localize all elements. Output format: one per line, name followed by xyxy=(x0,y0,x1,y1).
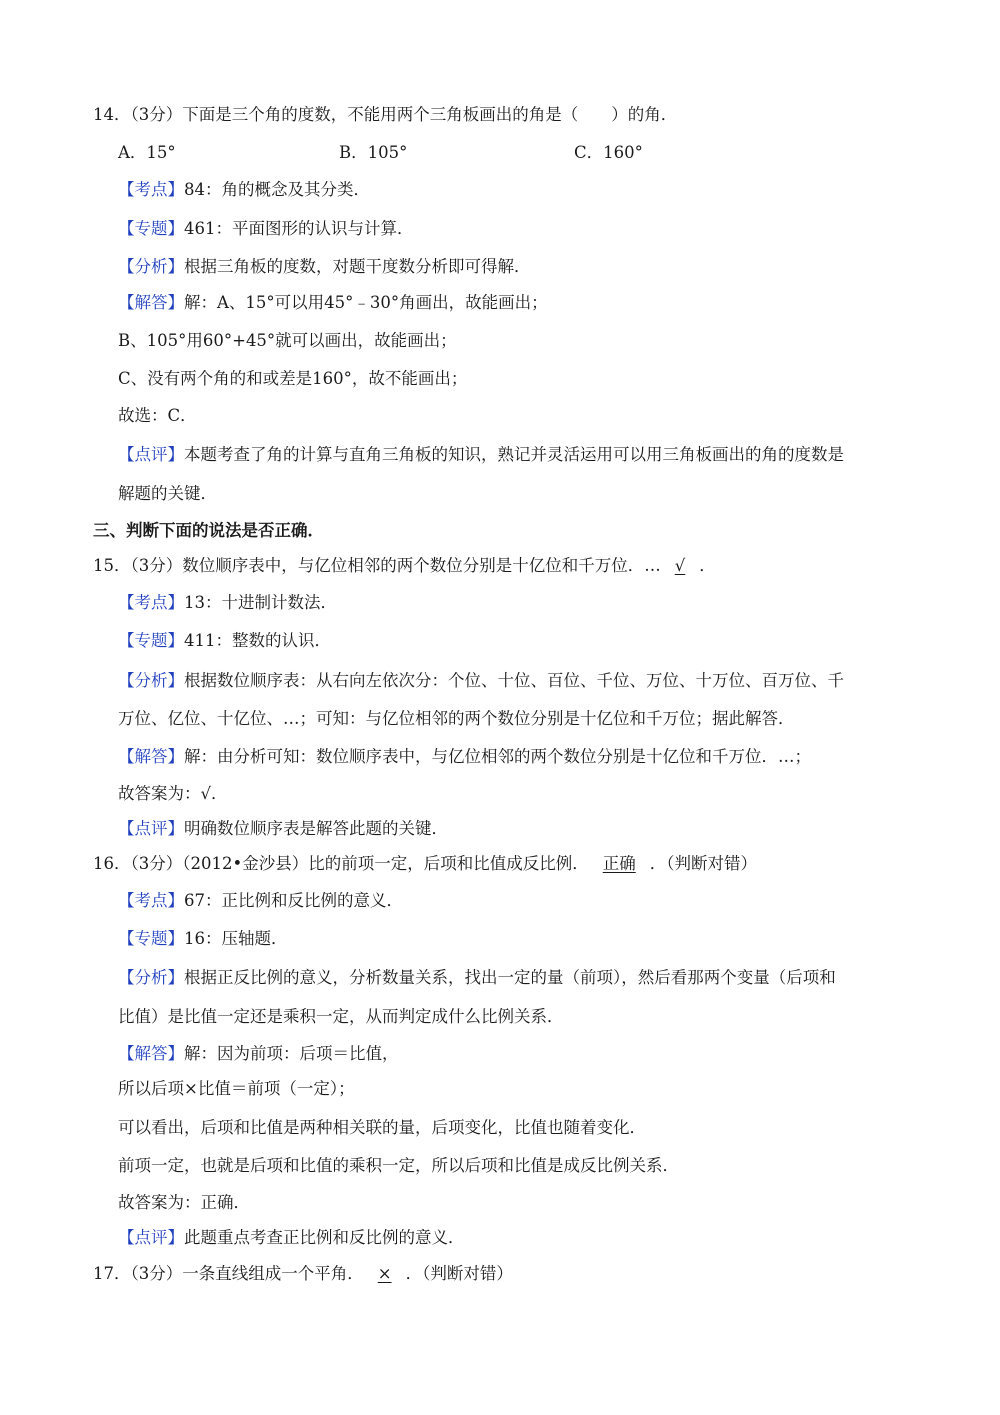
q16-zhuanti-text: 16：压轴题． xyxy=(184,929,288,948)
q14-jieda-line-4: 故选：C． xyxy=(118,406,197,425)
kaodian-label: 【考点】 xyxy=(118,180,184,199)
q16-jieda-line-2: 所以后项×比值＝前项（一定）； xyxy=(118,1079,355,1098)
kaodian-label: 【考点】 xyxy=(118,593,184,612)
q15-jieda xyxy=(118,746,811,768)
dianping-label: 【点评】 xyxy=(118,819,184,838)
q15-fenxi xyxy=(118,670,844,692)
q16-fenxi-text: 根据正反比例的意义，分析数量关系，找出一定的量（前项），然后看那两个变量（后项和 xyxy=(184,968,836,987)
q15-dianping-text: 明确数位顺序表是解答此题的关键． xyxy=(184,819,448,838)
q14-option-a: A．15° xyxy=(118,143,176,162)
q16-jieda-text: 解：因为前项：后项＝比值， xyxy=(184,1044,399,1063)
q14-jieda xyxy=(118,292,548,314)
q15-stem-text: 15．（3分）数位顺序表中，与亿位相邻的两个数位分别是十亿位和千万位．… xyxy=(93,556,661,575)
q16-fenxi-line-2: 比值）是比值一定还是乘积一定，从而判定成什么比例关系． xyxy=(118,1007,564,1026)
q14-dianping-line-2: 解题的关键． xyxy=(118,484,217,503)
q16-kaodian xyxy=(118,890,403,912)
q16-jieda-line-5: 故答案为：正确． xyxy=(118,1193,250,1212)
q14-zhuanti-text: 461：平面图形的认识与计算． xyxy=(184,219,414,238)
q17-answer: × xyxy=(377,1264,392,1283)
q14-jieda-text: 解：A、15°可以用45°﹣30°角画出，故能画出； xyxy=(184,293,548,312)
q14-kaodian-text: 84：角的概念及其分类． xyxy=(184,180,370,199)
q17-stem-text: 17．（3分）一条直线组成一个平角． xyxy=(93,1264,364,1283)
zhuanti-label: 【专题】 xyxy=(118,929,184,948)
q16-answer: 正确 xyxy=(602,854,636,873)
q16-jieda-line-3: 可以看出，后项和比值是两种相关联的量，后项变化，比值也随着变化． xyxy=(118,1118,646,1137)
q14-jieda-line-3: C、没有两个角的和或差是160°，故不能画出； xyxy=(118,369,468,388)
q15-fenxi-text: 根据数位顺序表：从右向左依次分：个位、十位、百位、千位、万位、十万位、百万位、千 xyxy=(184,671,844,690)
q16-dianping xyxy=(118,1227,465,1249)
jieda-label: 【解答】 xyxy=(118,747,184,766)
dianping-label: 【点评】 xyxy=(118,445,184,464)
kaodian-label: 【考点】 xyxy=(118,891,184,910)
q14-jieda-line-2: B、105°用60°+45°就可以画出，故能画出； xyxy=(118,331,457,350)
q15-stem-end: ． xyxy=(699,556,716,575)
q16-kaodian-text: 67：正比例和反比例的意义． xyxy=(184,891,403,910)
fenxi-label: 【分析】 xyxy=(118,671,184,690)
q15-zhuanti xyxy=(118,630,331,652)
q15-kaodian-text: 13：十进制计数法． xyxy=(184,593,337,612)
q15-stem xyxy=(93,555,716,577)
q15-dianping xyxy=(118,818,448,840)
zhuanti-label: 【专题】 xyxy=(118,219,184,238)
q15-answer: √ xyxy=(674,556,686,575)
fenxi-label: 【分析】 xyxy=(118,257,184,276)
q16-zhuanti xyxy=(118,928,288,950)
q15-zhuanti-text: 411：整数的认识． xyxy=(184,631,331,650)
q15-fenxi-line-2: 万位、亿位、十亿位、…；可知：与亿位相邻的两个数位分别是十亿位和千万位；据此解答． xyxy=(118,709,795,728)
q14-option-b: B．105° xyxy=(339,143,408,162)
q14-option-c: C．160° xyxy=(574,143,643,162)
q17-stem xyxy=(93,1263,513,1285)
q15-jieda-line-2: 故答案为：√． xyxy=(118,784,228,803)
q16-stem-end: ．（判断对错） xyxy=(649,854,757,873)
fenxi-label: 【分析】 xyxy=(118,968,184,987)
q16-stem xyxy=(93,853,757,875)
q16-dianping-text: 此题重点考查正比例和反比例的意义． xyxy=(184,1228,465,1247)
q15-kaodian xyxy=(118,592,337,614)
q17-stem-end: ．（判断对错） xyxy=(405,1264,513,1283)
q14-dianping-text: 本题考查了角的计算与直角三角板的知识，熟记并灵活运用可以用三角板画出的角的度数是 xyxy=(184,445,844,464)
q16-stem-text: 16．（3分）（2012•金沙县）比的前项一定，后项和比值成反比例． xyxy=(93,854,589,873)
jieda-label: 【解答】 xyxy=(118,1044,184,1063)
q16-jieda xyxy=(118,1043,399,1065)
q14-fenxi-text: 根据三角板的度数，对题干度数分析即可得解． xyxy=(184,257,531,276)
q14-kaodian xyxy=(118,179,370,201)
dianping-label: 【点评】 xyxy=(118,1228,184,1247)
q16-jieda-line-4: 前项一定，也就是后项和比值的乘积一定，所以后项和比值是成反比例关系． xyxy=(118,1156,679,1175)
jieda-label: 【解答】 xyxy=(118,293,184,312)
section-3-title: 三、判断下面的说法是否正确． xyxy=(93,521,324,540)
q14-dianping xyxy=(118,444,844,466)
q15-jieda-text: 解：由分析可知：数位顺序表中，与亿位相邻的两个数位分别是十亿位和千万位．…； xyxy=(184,747,811,766)
zhuanti-label: 【专题】 xyxy=(118,631,184,650)
q14-zhuanti xyxy=(118,218,414,240)
q16-fenxi xyxy=(118,967,836,989)
q14-fenxi xyxy=(118,256,531,278)
q14-stem: 14．（3分）下面是三个角的度数，不能用两个三角板画出的角是（ ）的角． xyxy=(93,105,678,124)
